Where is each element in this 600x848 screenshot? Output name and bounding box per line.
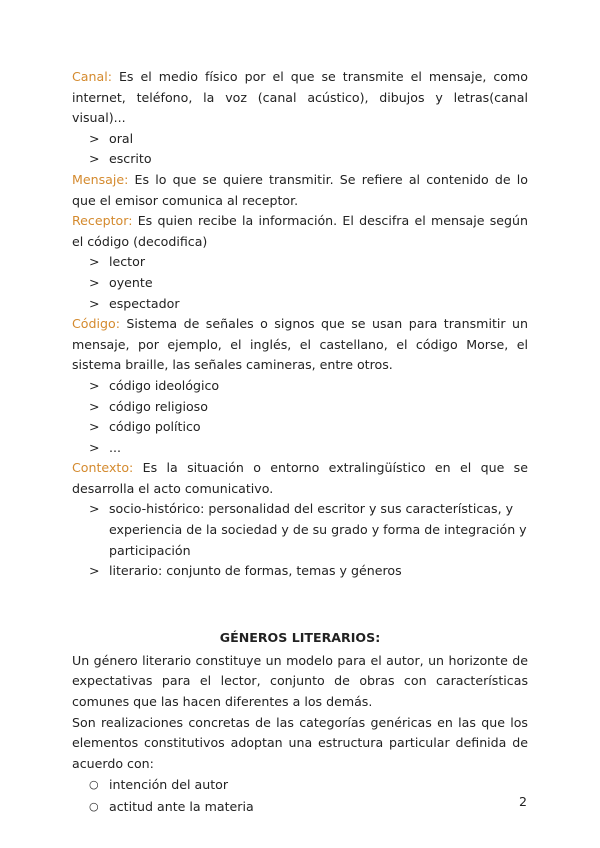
mensaje-definition	[72, 170, 528, 211]
list-item: > código político	[72, 417, 528, 438]
term-canal: Canal:	[72, 69, 112, 84]
arrow-bullet-icon: >	[89, 377, 100, 393]
contexto-definition	[72, 458, 528, 499]
arrow-bullet-icon: >	[89, 439, 100, 455]
list-item: ○ actitud ante la materia	[72, 796, 528, 818]
codigo-list	[72, 376, 528, 458]
canal-text: Es el medio físico por el que se transmite el mensaje, como internet, teléfono, la voz (canal acústico), dibujos y letras(canal visual)...	[72, 69, 528, 126]
receptor-list	[72, 252, 528, 314]
circle-bullet-icon: ○	[89, 799, 99, 813]
arrow-bullet-icon: >	[89, 398, 100, 414]
generos-paragraph-1: Un género literario constituye un modelo para el autor, un horizonte de expectativas para el lector, conjunto de obras con características comunes que las hacen diferentes a los demás.	[72, 652, 528, 710]
list-item: > espectador	[72, 294, 528, 315]
arrow-bullet-icon: >	[89, 501, 100, 517]
mensaje-text: Es lo que se quiere transmitir. Se refiere al contenido de lo que el emisor comunica al receptor.	[72, 171, 528, 208]
codigo-text: Sistema de señales o signos que se usan para transmitir un mensaje, por ejemplo, el inglés, el castellano, el código Morse, el sistema braille, las señales camineras, entre otros.	[72, 316, 528, 373]
generos-list	[72, 774, 528, 817]
arrow-bullet-icon: >	[89, 563, 100, 579]
list-item: > escrito	[72, 149, 528, 170]
list-item: ○ intención del autor	[72, 774, 528, 796]
receptor-text: Es quien recibe la información. El descifra el mensaje según el código (decodifica)	[72, 213, 528, 249]
list-item: > oyente	[72, 273, 528, 294]
canal-list	[72, 129, 528, 170]
list-item: > oral	[72, 129, 528, 150]
generos-paragraph-2: Son realizaciones concretas de las categorías genéricas en las que los elementos constitutivos adoptan una estructura particular definida de acuerdo con:	[72, 714, 528, 771]
page-number: 2	[518, 794, 527, 809]
arrow-bullet-icon: >	[89, 254, 100, 270]
arrow-bullet-icon: >	[89, 274, 100, 290]
arrow-bullet-icon: >	[89, 151, 100, 167]
arrow-bullet-icon: >	[89, 419, 100, 435]
contexto-list	[72, 499, 528, 581]
contexto-text: Es la situación o entorno extralingüístico en el que se desarrolla el acto comunicativo.	[72, 460, 528, 496]
term-mensaje: Mensaje:	[72, 171, 129, 187]
generos-heading: GÉNEROS LITERARIOS:	[219, 629, 381, 645]
term-receptor: Receptor:	[72, 213, 133, 229]
term-contexto: Contexto:	[72, 460, 134, 476]
document-body	[72, 67, 528, 817]
list-item: > código ideológico	[72, 376, 528, 397]
receptor-definition	[72, 211, 528, 252]
list-item: > lector	[72, 252, 528, 273]
list-item: > socio-histórico: personalidad del escritor y sus características, y experiencia de la sociedad y de su grado y forma de integración y participación	[89, 501, 527, 558]
list-item: > código religioso	[72, 397, 528, 418]
canal-definition	[72, 67, 528, 129]
arrow-bullet-icon: >	[89, 295, 100, 311]
arrow-bullet-icon: >	[89, 130, 100, 146]
term-codigo: Código:	[72, 316, 120, 332]
list-item: > ...	[72, 438, 528, 459]
codigo-definition	[72, 314, 528, 376]
circle-bullet-icon: ○	[89, 778, 99, 792]
list-item: > literario: conjunto de formas, temas y géneros	[72, 561, 528, 582]
